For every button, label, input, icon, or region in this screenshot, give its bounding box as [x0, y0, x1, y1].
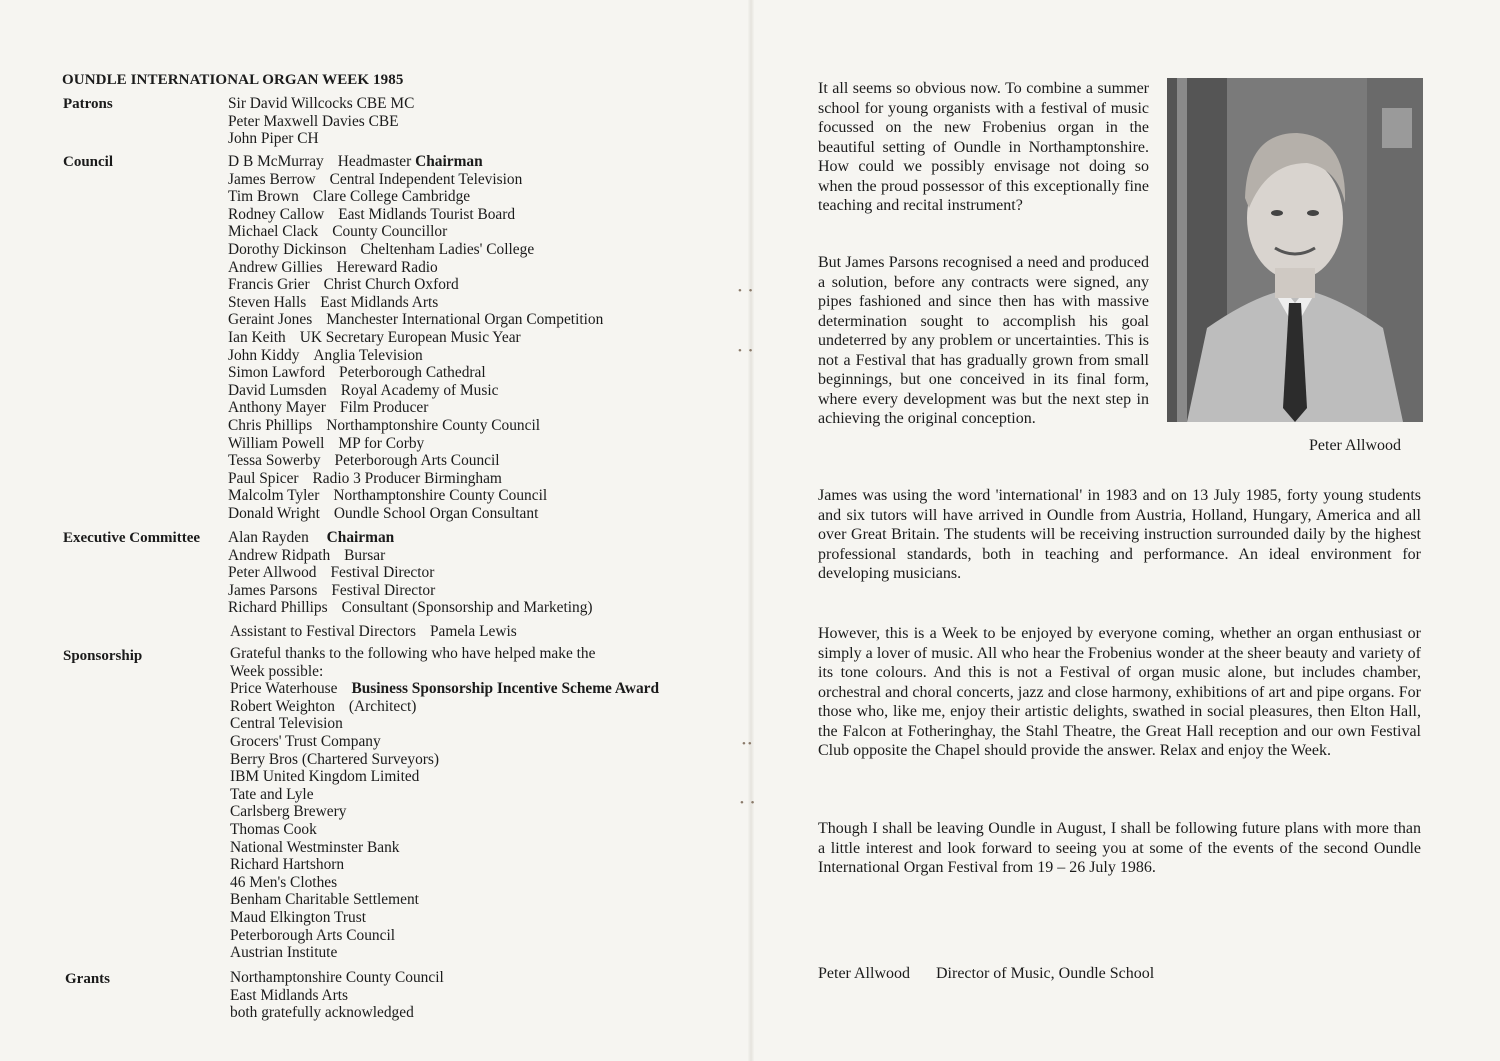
- sponsor-item: Peterborough Arts Council: [230, 926, 396, 944]
- council-label: Council: [63, 154, 114, 170]
- sponsor-item: Berry Bros (Chartered Surveyors): [230, 750, 439, 768]
- award-name: Business Sponsorship Incentive Scheme Award: [351, 680, 660, 698]
- person-role: Northamptonshire County Council: [326, 416, 540, 434]
- staple-mark: • •: [740, 797, 757, 809]
- sponsorship-list: [230, 645, 659, 962]
- list-item: [228, 470, 603, 488]
- executive-label: Executive Committee: [63, 530, 201, 546]
- sponsor-name: Price Waterhouse: [230, 680, 338, 698]
- person-role: Festival Director: [330, 564, 435, 582]
- staple-mark: • •: [738, 285, 755, 297]
- person-name: Rodney Callow: [228, 205, 325, 223]
- sponsor-item: National Westminster Bank: [230, 838, 400, 856]
- sponsor-architect-row: [230, 698, 659, 716]
- page-title: OUNDLE INTERNATIONAL ORGAN WEEK 1985: [62, 72, 404, 88]
- person-role: Manchester International Organ Competition: [326, 311, 604, 329]
- person-name: Geraint Jones: [228, 311, 313, 329]
- list-item: [228, 347, 603, 365]
- person-name: John Piper CH: [228, 130, 319, 148]
- person-name: Ian Keith: [228, 328, 286, 346]
- assistant-title: Assistant to Festival Directors: [230, 623, 416, 640]
- person-name: John Kiddy: [228, 346, 300, 364]
- person-role: Headmaster: [337, 153, 412, 170]
- sponsor-item: Carlsberg Brewery: [230, 803, 347, 821]
- person-name: Andrew Gillies: [228, 258, 323, 276]
- list-item: [228, 364, 603, 382]
- body-paragraph: However, this is a Week to be enjoyed by everyone coming, whether an organ enthusiast or simply a lover of music. All who hear the Frobenius wonder at the sheer beauty and variety of its tone colours. And this is not a Festival of organ music alone, but includes chamber, orchestral and choral concerts, jazz and close harmony, exhibitions of art and pipe organs. For those who, like me, enjoy their artistic delights, swathed in social pleasures, then Elton Hall, the Falcon at Fotheringhay, the Stahl Theatre, the Great Hall reception and our own Festival Club opposite the Chapel should provide the answer. Relax and enjoy the Week.: [818, 625, 1421, 759]
- person-name: Peter Maxwell Davies CBE: [228, 112, 399, 130]
- list-item: [228, 113, 414, 131]
- signature: [818, 965, 1154, 983]
- person-role: East Midlands Tourist Board: [338, 205, 516, 223]
- grants-list: [230, 969, 444, 1022]
- person-name: Donald Wright: [228, 504, 320, 522]
- person-role: County Councillor: [332, 223, 448, 241]
- staple-mark: • •: [738, 345, 755, 357]
- patrons-list: [228, 95, 414, 148]
- person-name: Michael Clack: [228, 223, 319, 241]
- person-title-bold: Chairman: [415, 153, 483, 170]
- person-role: UK Secretary European Music Year: [299, 328, 521, 346]
- sponsor-item: 46 Men's Clothes: [230, 873, 338, 891]
- list-item: [228, 206, 603, 224]
- sponsor-award-row: [230, 680, 659, 698]
- list-item: [228, 435, 603, 453]
- person-name: William Powell: [228, 434, 325, 452]
- list-item: [228, 259, 603, 277]
- grants-label: Grants: [65, 971, 110, 987]
- person-name: Richard Phillips: [228, 599, 328, 617]
- person-name: Simon Lawford: [228, 364, 326, 382]
- list-item: [228, 95, 414, 113]
- person-role: Festival Director: [331, 581, 436, 599]
- sponsor-item: Grocers' Trust Company: [230, 732, 381, 750]
- left-page: [0, 0, 745, 1061]
- person-name: Tessa Sowerby: [228, 452, 321, 470]
- sponsor-item: Austrian Institute: [230, 944, 338, 962]
- list-item: [228, 529, 593, 547]
- sponsorship-intro: Week possible:: [230, 662, 324, 680]
- person-name: James Berrow: [228, 170, 316, 188]
- list-item: [228, 417, 603, 435]
- sponsorship-label: Sponsorship: [63, 648, 143, 664]
- list-item: [228, 399, 603, 417]
- list-item: [228, 171, 603, 189]
- list-item: [228, 329, 603, 347]
- list-item: [228, 241, 603, 259]
- body-paragraph: But James Parsons recognised a need and produced a solution, before any contracts were signed, any pipes fashioned and since then has with massive determination sought to accomplish his goal undeterred by any problem or uncertainties. This is not a Festival that has gradually grown from small beginnings, but one conceived in its final form, where every development was but the next step in achieving the original conception.: [818, 254, 1149, 427]
- body-paragraph: James was using the word 'international' in 1983 and on 13 July 1985, forty young students and six tutors will have arrived in Oundle from Austria, Holland, Hungary, America and all over Great Britain. The students will be receiving instruction surrounded daily by the highest professional standards, both in teaching and performance. An ideal environment for developing musicians.: [818, 487, 1421, 582]
- person-role: Radio 3 Producer Birmingham: [312, 469, 502, 487]
- staple-mark: ••: [742, 738, 754, 750]
- list-item: [228, 564, 593, 582]
- assistant-name: Pamela Lewis: [429, 623, 517, 640]
- person-name: Tim Brown: [228, 188, 299, 206]
- person-name: Dorothy Dickinson: [228, 240, 347, 258]
- intro-paragraph: It all seems so obvious now. To combine a summer school for young organists with a festival of music focussed on the new Frobenius organ in the beautiful setting of Oundle in Northamptonshire. How could we possibly envisage not doing so when the proud possessor of this exceptionally fine teaching and recital instrument?: [818, 80, 1149, 214]
- person-role: Clare College Cambridge: [312, 188, 471, 206]
- list-item: [228, 223, 603, 241]
- list-item: [228, 276, 603, 294]
- sponsor-item: IBM United Kingdom Limited: [230, 768, 420, 786]
- patrons-label: Patrons: [63, 96, 113, 112]
- sponsor-item: Tate and Lyle: [230, 785, 314, 803]
- sponsor-item: Richard Hartshorn: [230, 856, 345, 874]
- sponsor-item: Maud Elkington Trust: [230, 908, 366, 926]
- list-item: [228, 311, 603, 329]
- page-fold: [748, 0, 754, 1061]
- photo-caption: Peter Allwood: [1309, 437, 1401, 454]
- person-name: Andrew Ridpath: [228, 546, 331, 564]
- list-item: [228, 188, 603, 206]
- person-role: Film Producer: [339, 399, 429, 417]
- person-role: Anglia Television: [313, 346, 423, 364]
- person-name: Paul Spicer: [228, 469, 299, 487]
- person-role: Peterborough Cathedral: [339, 364, 486, 382]
- person-role: Central Independent Television: [329, 170, 523, 188]
- body-paragraph: Though I shall be leaving Oundle in August, I shall be following future plans with more than a little interest and look forward to seeing you at some of the events of the second Oundle International Organ Festival from 19 – 26 July 1986.: [818, 820, 1421, 876]
- person-role: Oundle School Organ Consultant: [333, 504, 539, 522]
- person-role: Peterborough Arts Council: [334, 452, 500, 470]
- person-role: Cheltenham Ladies' College: [360, 240, 535, 258]
- list-item: [228, 382, 603, 400]
- council-list: [228, 153, 603, 522]
- sponsor-role: (Architect): [348, 697, 417, 715]
- sponsor-item: Central Television: [230, 715, 343, 733]
- person-role: Bursar: [344, 546, 386, 564]
- person-role: Northamptonshire County Council: [333, 487, 548, 505]
- person-title-bold: Chairman: [326, 529, 395, 546]
- person-name: Malcolm Tyler: [228, 487, 320, 505]
- sponsor-item: Thomas Cook: [230, 820, 317, 838]
- grant-item: East Midlands Arts: [230, 986, 348, 1004]
- assistant-row: [230, 623, 517, 641]
- person-name: D B McMurray: [228, 153, 324, 170]
- portrait-photo: [1167, 78, 1423, 422]
- signature-name: Peter Allwood: [818, 965, 910, 982]
- person-name: Alan Rayden: [228, 529, 309, 546]
- sponsor-name: Robert Weighton: [230, 697, 335, 715]
- list-item: [228, 294, 603, 312]
- list-item: [228, 599, 593, 617]
- signature-title: Director of Music, Oundle School: [936, 965, 1155, 982]
- person-role: Christ Church Oxford: [323, 276, 459, 294]
- grant-item: Northamptonshire County Council: [230, 969, 444, 986]
- person-role: Consultant (Sponsorship and Marketing): [341, 599, 593, 617]
- executive-list: [228, 529, 593, 617]
- person-role: MP for Corby: [338, 434, 425, 452]
- person-name: Francis Grier: [228, 276, 310, 294]
- list-item: [228, 547, 593, 565]
- list-item: [228, 487, 603, 505]
- list-item: [228, 505, 603, 523]
- person-role: Royal Academy of Music: [340, 381, 499, 399]
- person-name: Steven Halls: [228, 293, 307, 311]
- list-item: [228, 452, 603, 470]
- list-item: [228, 130, 414, 148]
- sponsorship-intro: Grateful thanks to the following who have helped make the: [230, 645, 596, 662]
- grant-item: both gratefully acknowledged: [230, 1004, 414, 1022]
- list-item: [228, 153, 603, 171]
- person-name: David Lumsden: [228, 381, 327, 399]
- person-name: James Parsons: [228, 581, 318, 599]
- list-item: [228, 582, 593, 600]
- person-role: Hereward Radio: [336, 258, 438, 276]
- sponsor-item: Benham Charitable Settlement: [230, 891, 419, 909]
- person-name: Chris Phillips: [228, 416, 313, 434]
- person-name: Anthony Mayer: [228, 399, 326, 417]
- person-name: Peter Allwood: [228, 564, 317, 582]
- person-role: East Midlands Arts: [320, 293, 439, 311]
- person-name: Sir David Willcocks CBE MC: [228, 95, 415, 112]
